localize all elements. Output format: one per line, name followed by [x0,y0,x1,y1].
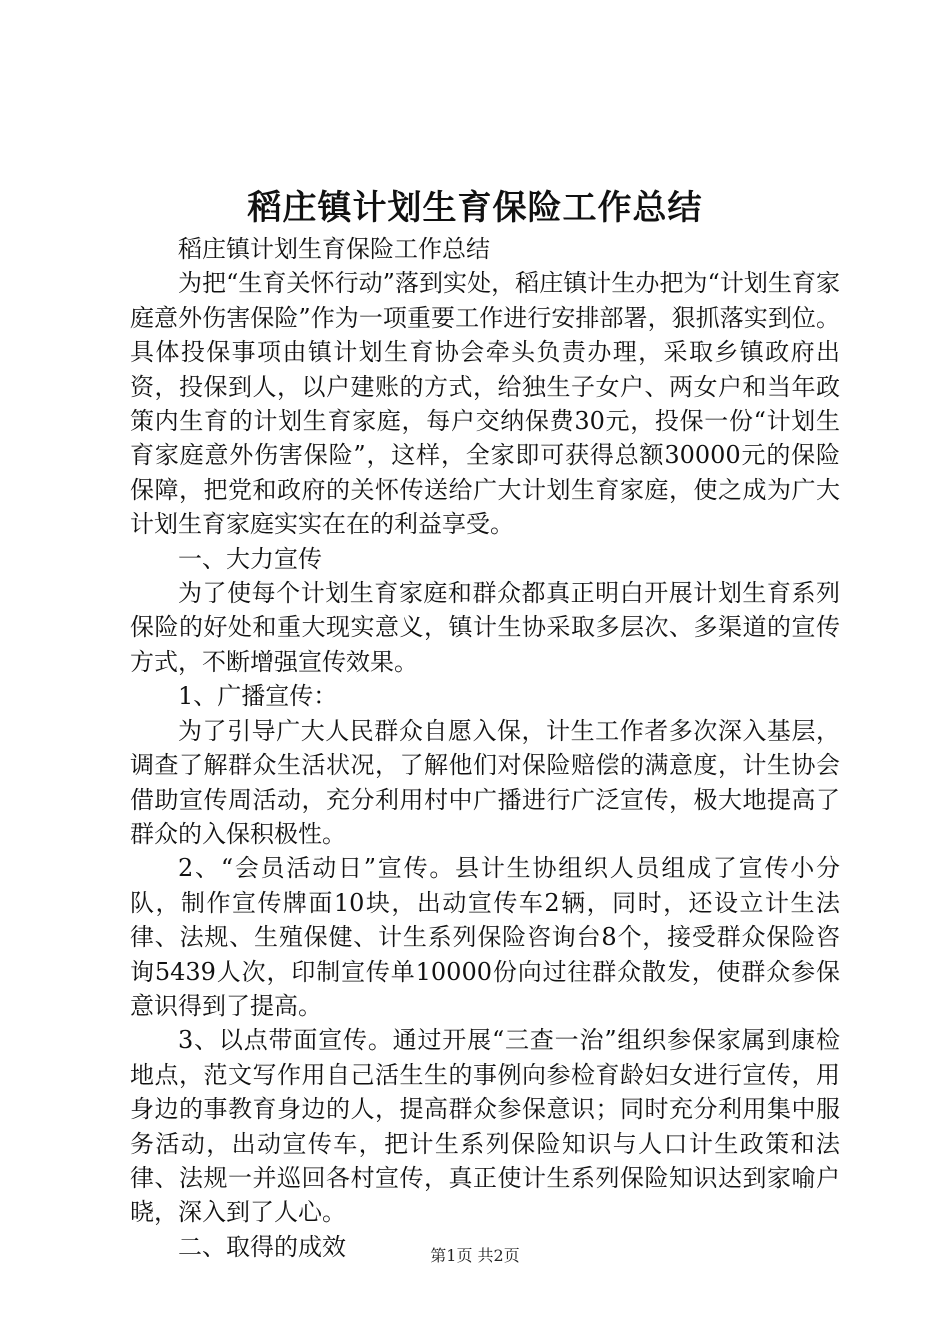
paragraph-publicity: 为了使每个计划生育家庭和群众都真正明白开展计划生育系列保险的好处和重大现实意义，镇计生协采取多层次、多渠道的宣传方式，不断增强宣传效果。 [130,579,840,676]
section-heading-1: 一、大力宣传 [178,544,322,573]
subheading-broadcast: 1、广播宣传： [178,682,338,711]
paragraph-member-day: 2、“会员活动日”宣传。县计生协组织人员组成了宣传小分队，制作宣传牌面10块，出动宣传车2辆，同时，还设立计生法律、法规、生殖保健、计生系列保险咨询台8个，接受群众保险咨询5439人次，印制宣传单10000份向过往群众散发，使群众参保意识得到了提高。 [130,854,840,1020]
paragraph-subtitle: 稻庄镇计划生育保险工作总结 [178,235,490,263]
paragraph-point-to-area: 3、以点带面宣传。通过开展“三查一治”组织参保家属到康检地点，范文写作用自己活生生的事例向参检育龄妇女进行宣传，用身边的事教育身边的人，提高群众参保意识；同时充分利用集中服务活动，出动宣传车，把计生系列保险知识与人口计生政策和法律、法规一并巡回各村宣传，真正使计生系列保险知识达到家喻户晓，深入到了人心。 [130,1026,840,1227]
section-heading-2: 二、取得的成效 [178,1232,346,1261]
paragraph-broadcast: 为了引导广大人民群众自愿入保，计生工作者多次深入基层，调查了解群众生活状况，了解他们对保险赔偿的满意度，计生协会借助宣传周活动，充分利用村中广播进行广泛宣传，极大地提高了群众的入保积极性。 [130,716,840,848]
page-number-footer: 第1页 共2页 [430,1246,520,1265]
document-body [130,232,840,1264]
paragraph-intro: 为把“生育关怀行动”落到实处，稻庄镇计生办把为“计划生育家庭意外伤害保险”作为一项重要工作进行安排部署，狠抓落实到位。具体投保事项由镇计划生育协会牵头负责办理，采取乡镇政府出资，投保到人，以户建账的方式，给独生子女户、两女户和当年政策内生育的计划生育家庭，每户交纳保费30元，投保一份“计划生育家庭意外伤害保险”，这样，全家即可获得总额30000元的保险保障，把党和政府的关怀传送给广大计划生育家庭，使之成为广大计划生育家庭实实在在的利益享受。 [130,269,840,539]
document-title: 稻庄镇计划生育保险工作总结 [247,188,703,228]
